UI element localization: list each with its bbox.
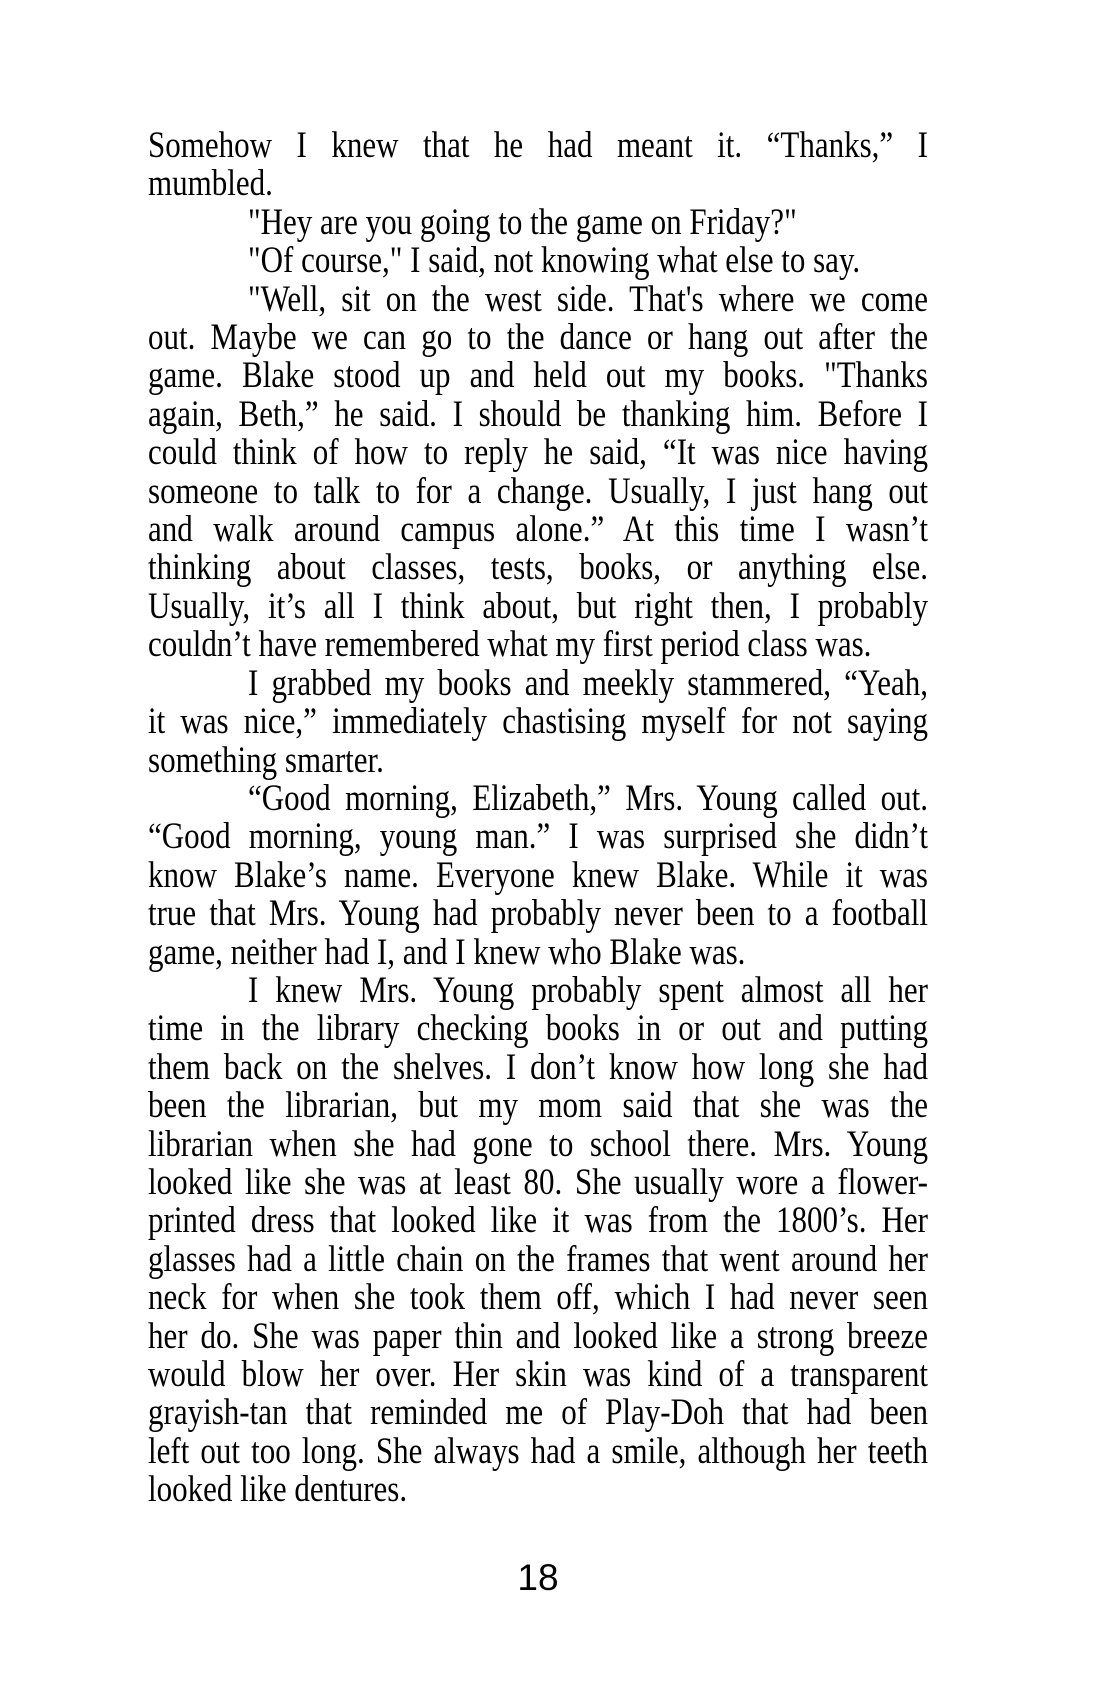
text-line: time in the library checking books in or out and putting [148, 1007, 928, 1049]
text-line: grayish-tan that reminded me of Play-Doh that had been [148, 1391, 928, 1433]
text-line: left out too long. She always had a smile, although her teeth [148, 1429, 928, 1471]
text-line: “Good morning, young man.” I was surprised she didn’t [148, 815, 928, 857]
text-line: looked like dentures. [148, 1467, 408, 1510]
paragraph [148, 661, 928, 780]
paragraph [148, 123, 928, 204]
text-line: again, Beth,” he said. I should be thanking him. Before I [148, 392, 928, 434]
text-line: librarian when she had gone to school there. Mrs. Young [148, 1122, 928, 1164]
text-line: know Blake’s name. Everyone knew Blake. While it was [148, 853, 928, 895]
text-line: game. Blake stood up and held out my books. "Thanks [148, 354, 928, 396]
text-line: true that Mrs. Young had probably never been to a football [148, 891, 928, 934]
text-line: out. Maybe we can go to the dance or hang out after the [148, 315, 928, 358]
text-line: I knew Mrs. Young probably spent almost all her [248, 968, 928, 1010]
text-line: neck for when she took them off, which I had never seen [148, 1275, 928, 1318]
text-line: “Good morning, Elizabeth,” Mrs. Young called out. [248, 776, 928, 818]
text-line: "Well, sit on the west side. That's where we come [248, 277, 928, 319]
text-line: I grabbed my books and meekly stammered, “Yeah, [248, 661, 928, 703]
text-line: something smarter. [148, 738, 384, 780]
paragraph [148, 238, 928, 281]
text-line: her do. She was paper thin and looked like a strong breeze [148, 1314, 928, 1356]
text-line: Usually, it’s all I think about, but right then, I probably [148, 584, 928, 626]
text-line: been the librarian, but my mom said that she was the [148, 1083, 928, 1126]
text-line: mumbled. [148, 162, 273, 204]
text-line: thinking about classes, tests, books, or anything else. [148, 546, 928, 588]
text-line: printed dress that looked like it was from the 1800’s. Her [148, 1199, 928, 1241]
text-line: them back on the shelves. I don’t know how long she had [148, 1045, 928, 1087]
text-line: "Hey are you going to the game on Friday?" [248, 200, 797, 242]
text-line: could think of how to reply he said, “It was nice having [148, 430, 928, 473]
text-line: it was nice,” immediately chastising myself for not saying [148, 699, 928, 742]
text-line: couldn’t have remembered what my first period class was. [148, 623, 872, 665]
text-block [148, 123, 928, 1510]
text-line: Somehow I knew that he had meant it. “Thanks,” I [148, 123, 928, 166]
paragraph [148, 968, 928, 1510]
text-line: game, neither had I, and I knew who Blake was. [148, 930, 746, 972]
paragraph [148, 776, 928, 972]
text-line: looked like she was at least 80. She usually wore a flower- [148, 1160, 928, 1202]
text-line: someone to talk to for a change. Usually, I just hang out [148, 469, 928, 511]
paragraph [148, 200, 928, 242]
paragraph [148, 277, 928, 665]
text-line: glasses had a little chain on the frames that went around her [148, 1237, 928, 1279]
text-line: would blow her over. Her skin was kind of a transparent [148, 1352, 928, 1395]
page-number: 18 [517, 1557, 559, 1598]
text-line: and walk around campus alone.” At this time I wasn’t [148, 507, 928, 550]
text-line: "Of course," I said, not knowing what else to say. [248, 238, 861, 281]
